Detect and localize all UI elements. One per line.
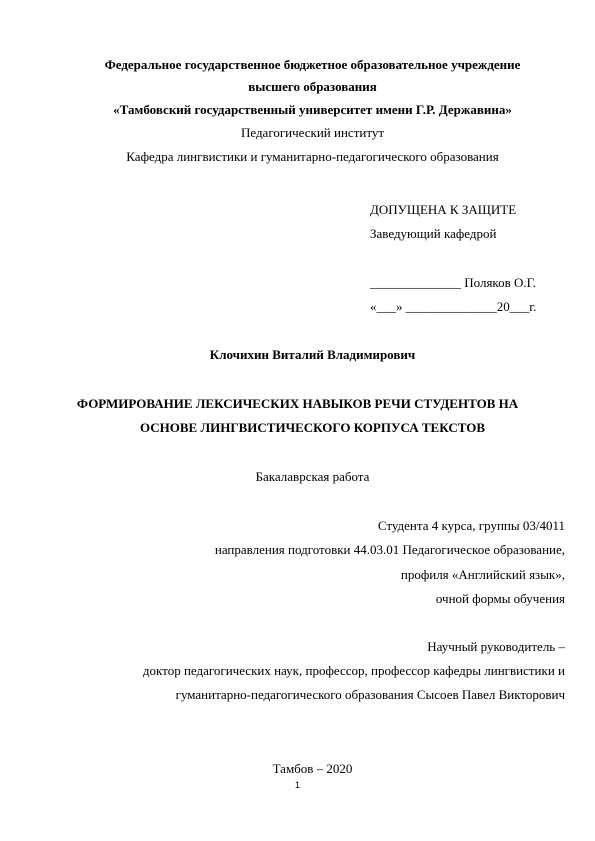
header-line-2: высшего образования (248, 79, 377, 94)
supervisor-line-1: Научный руководитель – (427, 639, 565, 654)
thesis-title-line-1: ФОРМИРОВАНИЕ ЛЕКСИЧЕСКИХ НАВЫКОВ РЕЧИ СТУДЕНТОВ НА (76, 396, 519, 411)
page-number: 1 (294, 780, 300, 790)
header-institute: Педагогический институт (240, 125, 385, 140)
work-type: Бакалаврская работа (255, 469, 370, 484)
header-line-1: Федеральное государственное бюджетное образовательное учреждение (104, 57, 521, 72)
author-name: Клочихин Виталий Владимирович (209, 347, 416, 362)
student-line-2: направления подготовки 44.03.01 Педагогическое образование, (214, 542, 565, 557)
student-line-4: очной формы обучения (435, 591, 565, 606)
approval-date: «___» ______________20___г. (370, 299, 537, 314)
supervisor-line-2: доктор педагогических наук, профессор, профессор кафедры лингвистики и (142, 663, 565, 678)
approval-admitted: ДОПУЩЕНА К ЗАЩИТЕ (370, 202, 517, 217)
student-line-3: профиля «Английский язык», (400, 567, 565, 582)
supervisor-line-3: гуманитарно-педагогического образования Сысоев Павел Викторович (175, 687, 565, 702)
header-department: Кафедра лингвистики и гуманитарно-педагогического образования (126, 149, 499, 164)
thesis-title-line-2: ОСНОВЕ ЛИНГВИСТИЧЕСКОГО КОРПУСА ТЕКСТОВ (139, 420, 486, 435)
student-line-1: Студента 4 курса, группы 03/4011 (377, 518, 565, 533)
city-year: Тамбов – 2020 (272, 761, 353, 776)
approval-signature: ______________ Поляков О.Г. (370, 275, 536, 290)
header-university: «Тамбовский государственный университет имени Г.Р. Державина» (113, 102, 512, 117)
approval-head: Заведующий кафедрой (370, 226, 497, 241)
